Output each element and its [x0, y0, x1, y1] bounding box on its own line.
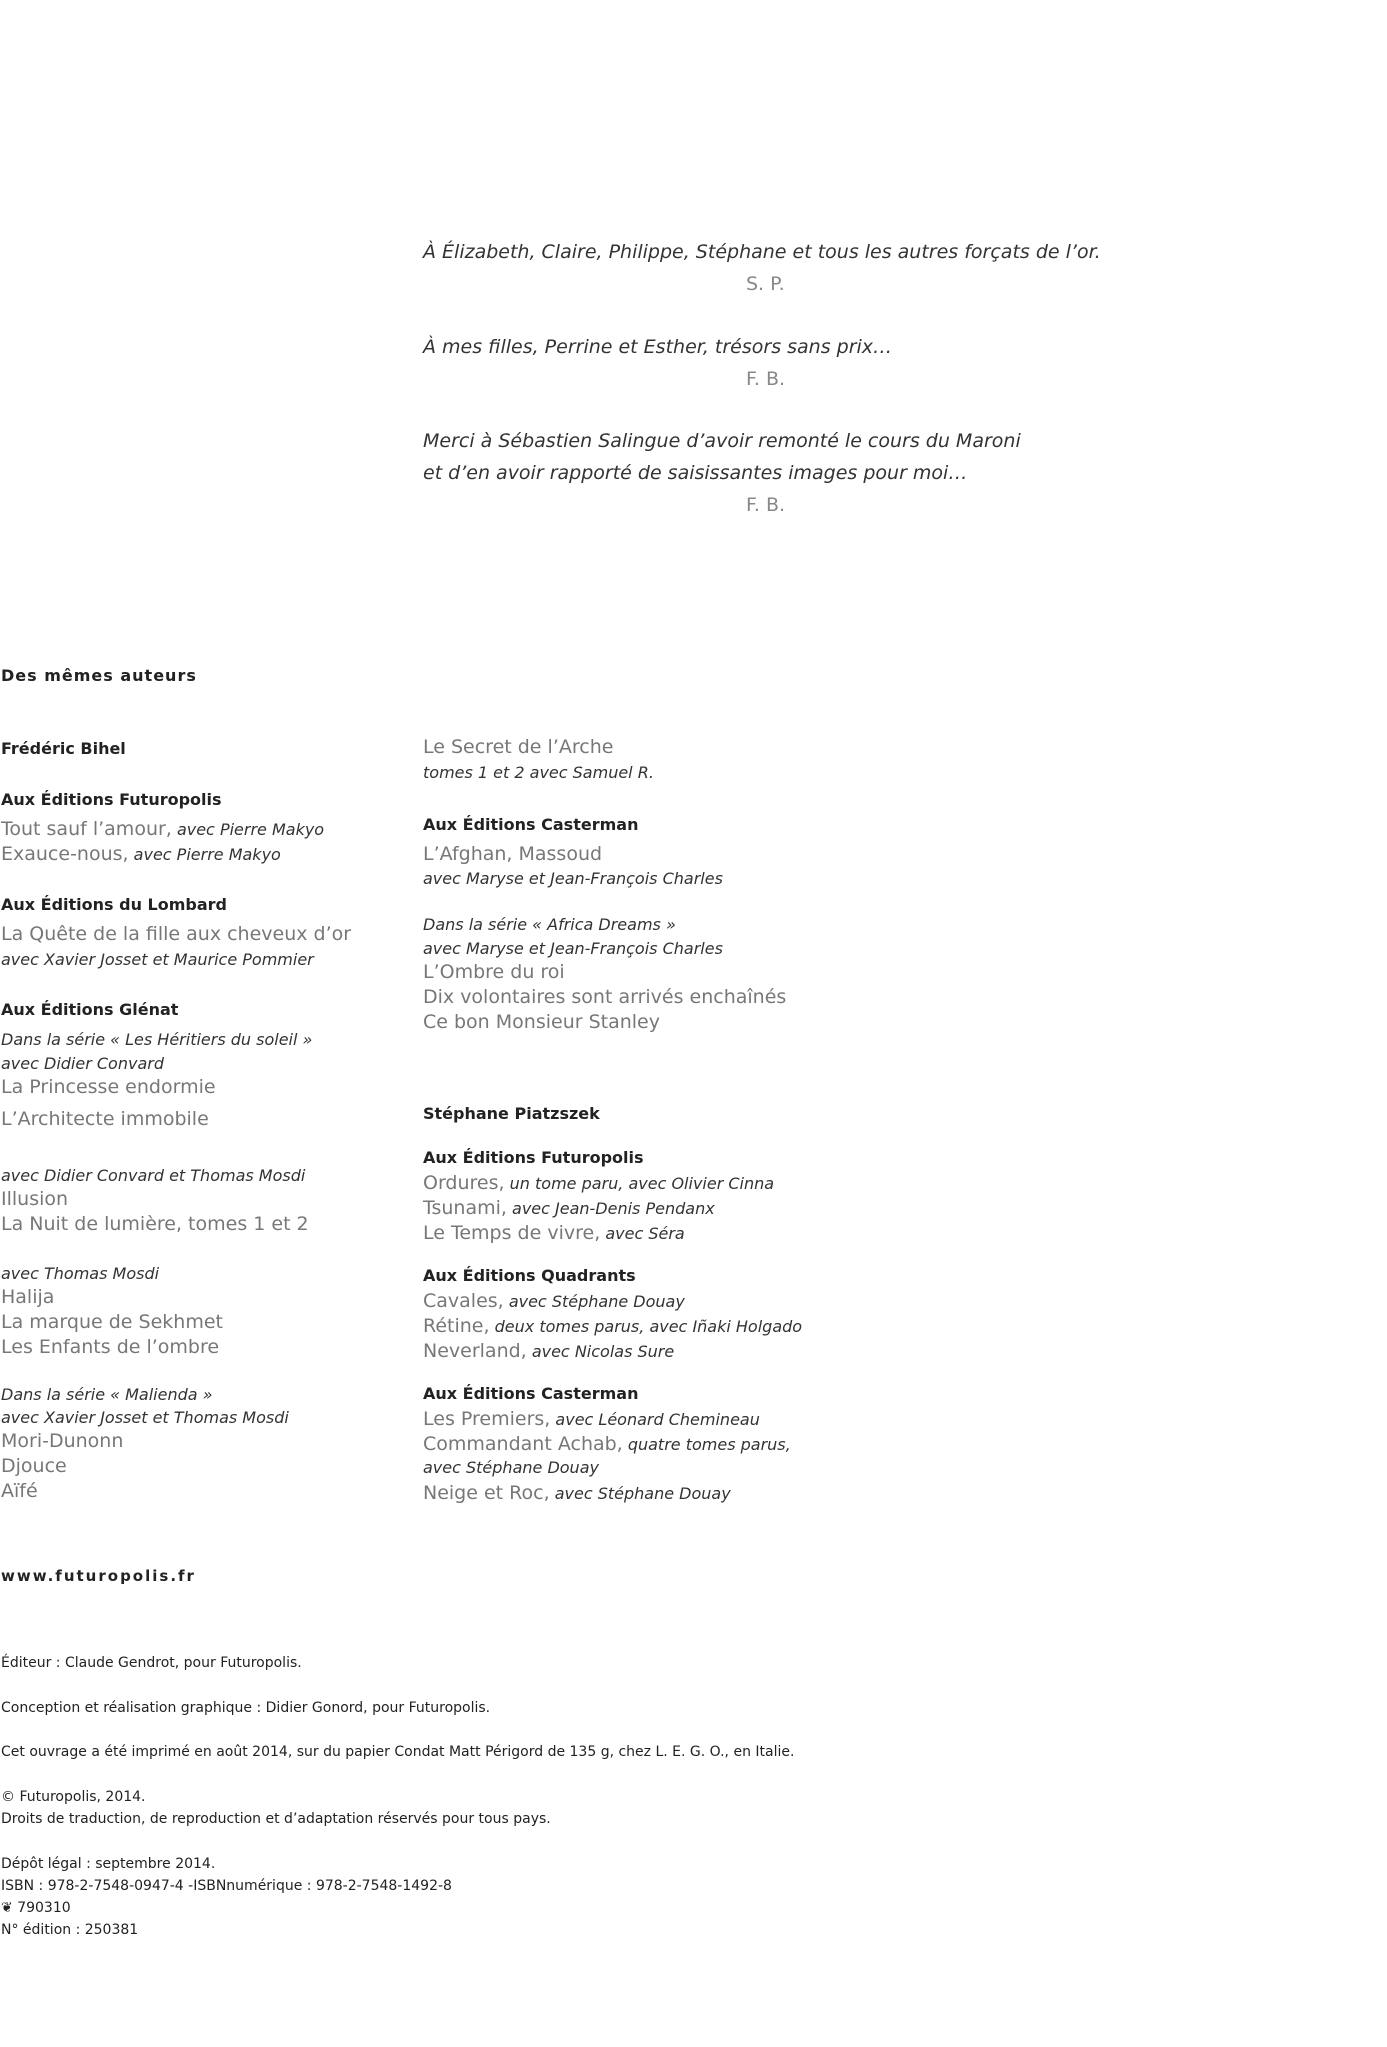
book-entry	[423, 1433, 791, 1455]
book-title: L’Architecte immobile	[1, 1108, 209, 1130]
book-note: avec Nicolas Sure	[531, 1342, 675, 1361]
book-note: avec Stéphane Douay	[508, 1292, 685, 1311]
book-entry	[423, 1482, 731, 1504]
legal-print: Cet ouvrage a été imprimé en août 2014, sur du papier Condat Matt Périgord de 135 g, chez L. E. G. O., en Italie.	[1, 1744, 795, 1760]
book-title: Illusion	[1, 1188, 69, 1210]
dedication-2: À mes filles, Perrine et Esther, trésors sans prix…	[423, 336, 893, 358]
series-label: Dans la série « Les Héritiers du soleil »	[1, 1030, 313, 1049]
collaborator-note: avec Maryse et Jean-François Charles	[423, 939, 723, 958]
legal-copyright: © Futuropolis, 2014.	[1, 1789, 146, 1805]
author-name: Frédéric Bihel	[1, 739, 126, 758]
book-title: Halija	[1, 1286, 55, 1308]
book-title: Aïfé	[1, 1480, 38, 1502]
book-title: La marque de Sekhmet	[1, 1311, 223, 1333]
book-entry	[423, 1197, 715, 1219]
legal-code-line	[1, 1900, 71, 1916]
book-title: Mori-Dunonn	[1, 1430, 124, 1452]
book-note: avec Séra	[605, 1224, 685, 1243]
collaborator-note: avec Didier Convard	[1, 1054, 164, 1073]
book-title: Neverland,	[423, 1340, 527, 1362]
author-name: Stéphane Piatzszek	[423, 1104, 600, 1123]
book-title: Exauce-nous,	[1, 843, 129, 865]
book-title: Rétine,	[423, 1315, 490, 1337]
dedication-1: À Élizabeth, Claire, Philippe, Stéphane et tous les autres forçats de l’or.	[423, 241, 1101, 263]
book-title: Ce bon Monsieur Stanley	[423, 1011, 660, 1033]
collaborator-note: avec Thomas Mosdi	[1, 1264, 160, 1283]
book-title: Les Enfants de l’ombre	[1, 1336, 220, 1358]
book-note: avec Stéphane Douay	[423, 1458, 599, 1477]
book-entry	[423, 1340, 674, 1362]
eco-label-icon: ❦	[1, 1900, 13, 1916]
book-title: Le Secret de l’Arche	[423, 736, 614, 758]
book-entry	[423, 1290, 685, 1312]
series-label: Dans la série « Malienda »	[1, 1385, 213, 1404]
book-title: Les Premiers,	[423, 1408, 551, 1430]
book-title: La Princesse endormie	[1, 1076, 216, 1098]
book-title: Djouce	[1, 1455, 67, 1477]
book-note: un tome paru, avec Olivier Cinna	[509, 1174, 775, 1193]
book-note: avec Léonard Chemineau	[555, 1410, 760, 1429]
book-title: Ordures,	[423, 1172, 505, 1194]
signature-fb-1: F. B.	[746, 368, 786, 390]
signature-fb-2: F. B.	[746, 494, 786, 516]
book-note: avec Pierre Makyo	[176, 820, 325, 839]
book-title: L’Afghan, Massoud	[423, 843, 603, 865]
section-title: Des mêmes auteurs	[1, 666, 197, 685]
book-title: Tsunami,	[423, 1197, 507, 1219]
publisher-heading: Aux Éditions Casterman	[423, 1384, 639, 1403]
book-entry	[423, 1222, 685, 1244]
legal-rights: Droits de traduction, de reproduction et d’adaptation réservés pour tous pays.	[1, 1811, 551, 1827]
book-entry	[423, 1408, 760, 1430]
book-title: Neige et Roc,	[423, 1482, 550, 1504]
legal-editor: Éditeur : Claude Gendrot, pour Futuropolis.	[1, 1655, 302, 1671]
legal-code: 790310	[17, 1900, 71, 1916]
collaborator-note: avec Xavier Josset et Thomas Mosdi	[1, 1408, 289, 1427]
book-entry	[423, 1315, 802, 1337]
publisher-heading: Aux Éditions du Lombard	[1, 895, 228, 914]
series-label: Dans la série « Africa Dreams »	[423, 915, 676, 934]
dedication-3-line-2: et d’en avoir rapporté de saisissantes images pour moi…	[423, 462, 968, 484]
book-note: avec Maryse et Jean-François Charles	[423, 869, 723, 888]
book-entry	[1, 818, 324, 840]
publisher-heading: Aux Éditions Futuropolis	[1, 790, 222, 809]
dedication-3-line-1: Merci à Sébastien Salingue d’avoir remonté le cours du Maroni	[423, 430, 1021, 452]
book-note: tomes 1 et 2 avec Samuel R.	[423, 763, 654, 782]
book-note: avec Pierre Makyo	[133, 845, 281, 864]
signature-sp: S. P.	[746, 273, 785, 295]
book-title: La Quête de la fille aux cheveux d’or	[1, 923, 352, 945]
book-title: Dix volontaires sont arrivés enchaînés	[423, 986, 787, 1008]
book-entry	[423, 1172, 774, 1194]
book-title: Le Temps de vivre,	[423, 1222, 601, 1244]
book-title: Cavales,	[423, 1290, 504, 1312]
publisher-heading: Aux Éditions Futuropolis	[423, 1148, 644, 1167]
book-entry	[1, 843, 281, 865]
book-note: deux tomes parus, avec Iñaki Holgado	[494, 1317, 803, 1336]
legal-design: Conception et réalisation graphique : Didier Gonord, pour Futuropolis.	[1, 1700, 491, 1716]
book-note: avec Xavier Josset et Maurice Pommier	[1, 950, 314, 969]
website-link[interactable]: www.futuropolis.fr	[1, 1567, 196, 1585]
book-note: avec Jean-Denis Pendanx	[512, 1199, 715, 1218]
book-title: L’Ombre du roi	[423, 961, 565, 983]
book-title: La Nuit de lumière, tomes 1 et 2	[1, 1213, 309, 1235]
legal-isbn: ISBN : 978-2-7548-0947-4 -ISBNnumérique : 978-2-7548-1492-8	[1, 1878, 452, 1894]
legal-edition: N° édition : 250381	[1, 1922, 139, 1938]
book-title: Tout sauf l’amour,	[1, 818, 172, 840]
publisher-heading: Aux Éditions Quadrants	[423, 1266, 636, 1285]
book-note: avec Stéphane Douay	[554, 1484, 731, 1503]
book-title: Commandant Achab,	[423, 1433, 623, 1455]
publisher-heading: Aux Éditions Casterman	[423, 815, 639, 834]
collaborator-note: avec Didier Convard et Thomas Mosdi	[1, 1166, 306, 1185]
publisher-heading: Aux Éditions Glénat	[1, 1000, 179, 1019]
book-note: quatre tomes parus,	[627, 1435, 791, 1454]
legal-depot: Dépôt légal : septembre 2014.	[1, 1856, 216, 1872]
